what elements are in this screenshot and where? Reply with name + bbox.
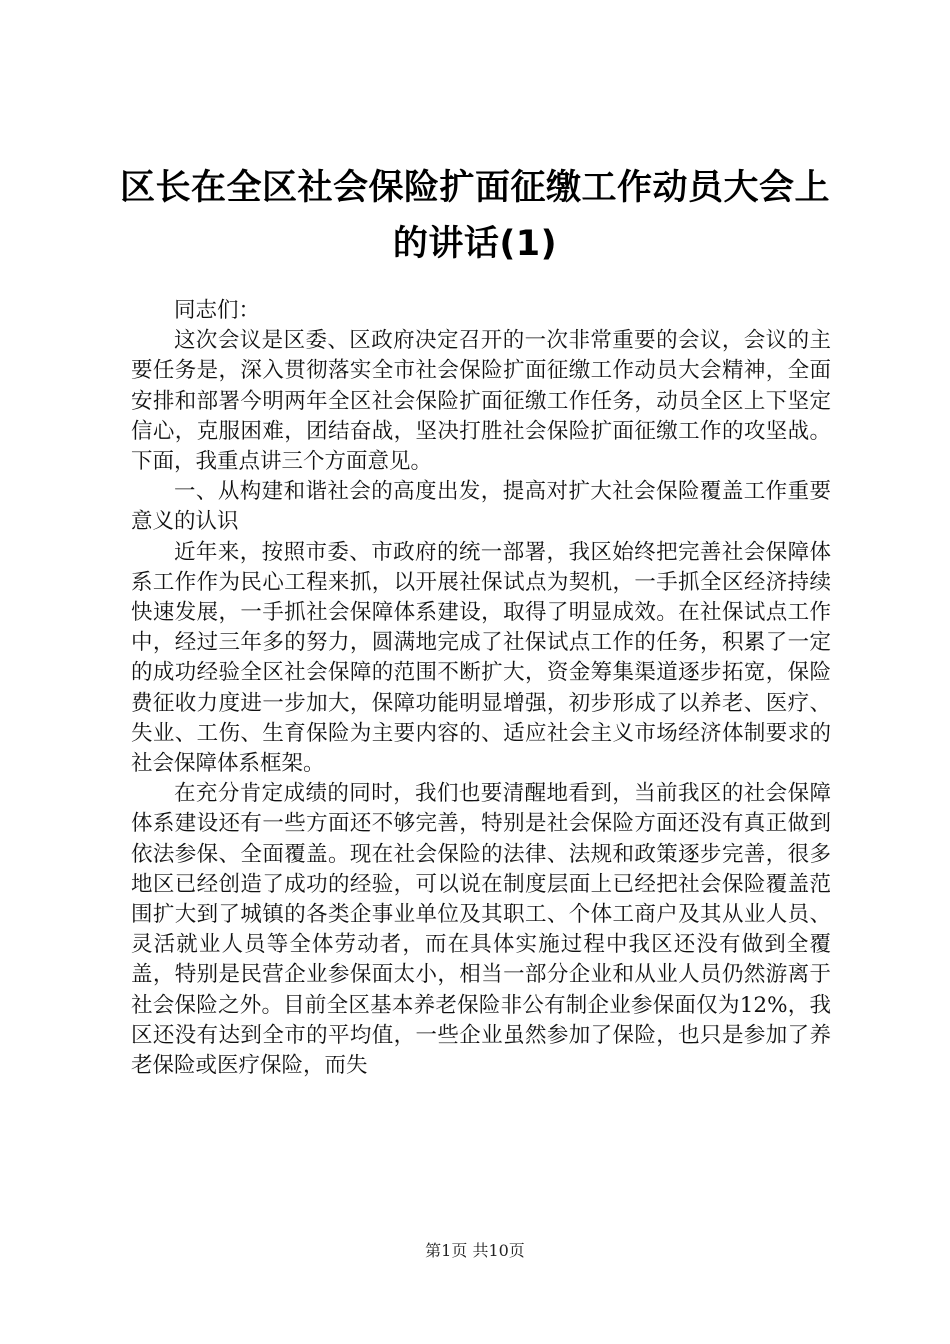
paragraph-achievements: 近年来，按照市委、市政府的统一部署，我区始终把完善社会保障体系工作作为民心工程来抓，以开展社保试点为契机，一手抓全区经济持续快速发展，一手抓社会保障体系建设，取得了明显成效。在社保试点工作中，经过三年多的努力，圆满地完成了社保试点工作的任务，积累了一定的成功经验全区社会保障的范围不断扩大，资金筹集渠道逐步拓宽，保险费征收力度进一步加大，保障功能明显增强，初步形成了以养老、医疗、失业、工伤、生育保险为主要内容的、适应社会主义市场经济体制要求的社会保障体系框架。 [131, 539, 831, 777]
document-title: 区长在全区社会保险扩面征缴工作动员大会上的讲话(1) [119, 168, 830, 264]
page-number: 第1页 共10页 [425, 1241, 525, 1260]
section-heading: 一、从构建和谐社会的高度出发，提高对扩大社会保险覆盖工作重要意义的认识 [131, 479, 831, 535]
document-body [131, 296, 831, 1081]
salutation: 同志们： [174, 298, 261, 323]
paragraph-problems: 在充分肯定成绩的同时，我们也要清醒地看到，当前我区的社会保障体系建设还有一些方面还不够完善，特别是社会保险方面还没有真正做到依法参保、全面覆盖。现在社会保险的法律、法规和政策逐步完善，很多地区已经创造了成功的经验，可以说在制度层面上已经把社会保险覆盖范围扩大到了城镇的各类企事业单位及其职工、个体工商户及其从业人员、灵活就业人员等全体劳动者，而在具体实施过程中我区还没有做到全覆盖，特别是民营企业参保面太小，相当一部分企业和从业人员仍然游离于社会保险之外。目前全区基本养老保险非公有制企业参保面仅为12%，我区还没有达到全市的平均值，一些企业虽然参加了保险，也只是参加了养老保险或医疗保险，而失 [131, 781, 831, 1079]
paragraph-intro: 这次会议是区委、区政府决定召开的一次非常重要的会议，会议的主要任务是，深入贯彻落实全市社会保险扩面征缴工作动员大会精神，全面安排和部署今明两年全区社会保险扩面征缴工作任务，动员全区上下坚定信心，克服困难，团结奋战，坚决打胜社会保险扩面征缴工作的攻坚战。下面，我重点讲三个方面意见。 [131, 328, 831, 475]
